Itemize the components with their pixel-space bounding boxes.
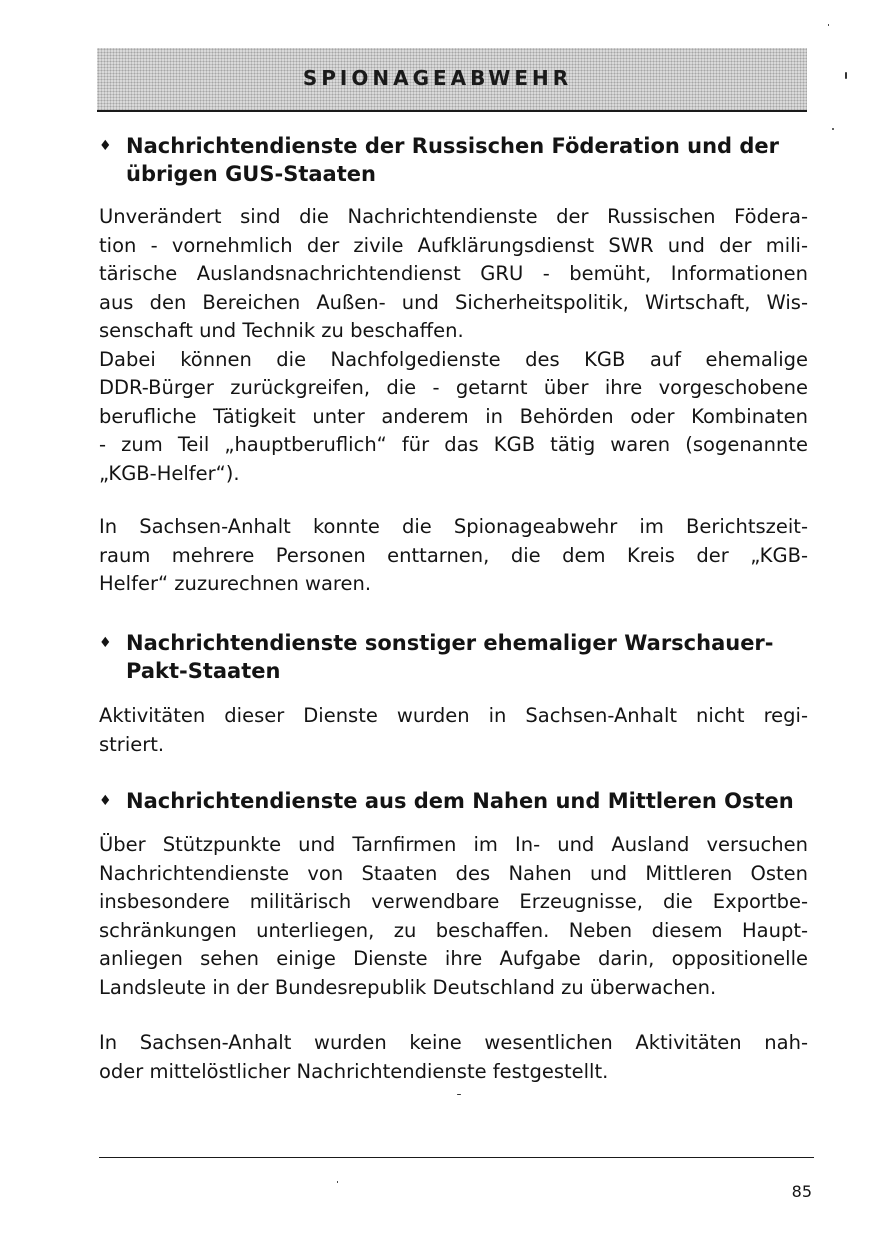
paragraph-warsaw-pact (99, 702, 808, 759)
section-heading-line: Nachrichtendienste der Russischen Föderation und der (126, 134, 780, 158)
scan-speck (828, 24, 829, 26)
paragraph-middle-east-saxony (99, 1029, 808, 1086)
text-line: striert. (99, 732, 165, 756)
paragraph-middle-east-services (99, 831, 808, 1002)
text-line: Über Stützpunkte und Tarnfirmen im In- und Ausland versuchen (99, 833, 808, 856)
page-number: 85 (791, 1182, 812, 1201)
scan-speck (337, 1181, 338, 1183)
section-heading-line: übrigen GUS-Staaten (126, 162, 376, 186)
page-title: SPIONAGEABWEHR (302, 66, 573, 90)
paragraph-kgb-helpers (99, 513, 808, 599)
text-line: Landsleute in der Bundesrepublik Deutschland zu überwachen. (99, 975, 717, 999)
text-line: In Sachsen-Anhalt konnte die Spionageabwehr im Berichtszeit- (99, 515, 808, 538)
text-line: Unverändert sind die Nachrichtendienste der Russischen Födera- (99, 205, 808, 228)
text-line: schränkungen unterliegen, zu beschaffen. Neben diesem Haupt- (99, 918, 808, 942)
text-line: Aktivitäten dieser Dienste wurden in Sachsen-Anhalt nicht regi- (99, 704, 808, 727)
diamond-bullet-icon: ♦ (99, 138, 112, 154)
scan-speck (832, 128, 834, 130)
section-heading-line: Pakt-Staaten (126, 659, 281, 683)
section-heading-line: Nachrichtendienste aus dem Nahen und Mittleren Osten (126, 789, 794, 813)
footer-divider (99, 1157, 814, 1158)
section-heading-warsaw-pact (99, 629, 799, 685)
text-line: „KGB-Helfer“). (99, 461, 240, 485)
text-line: aus den Bereichen Außen- und Sicherheitspolitik, Wirtschaft, Wis- (99, 290, 808, 314)
scan-speck (457, 1094, 461, 1095)
text-line: Dabei können die Nachfolgedienste des KGB auf ehemalige (99, 347, 808, 371)
text-line: insbesondere militärisch verwendbare Erzeugnisse, die Exportbe- (99, 890, 808, 913)
text-line: berufliche Tätigkeit unter anderem in Behörden oder Kombinaten (99, 404, 808, 428)
section-heading-middle-east (99, 787, 799, 815)
section-heading-line: Nachrichtendienste sonstiger ehemaliger Warschauer- (126, 631, 774, 655)
text-line: Helfer“ zuzurechnen waren. (99, 572, 372, 595)
text-line: oder mittelöstlicher Nachrichtendienste festgestellt. (99, 1059, 609, 1083)
text-line: tion - vornehmlich der zivile Aufklärungsdienst SWR und der mili- (99, 233, 808, 257)
text-line: anliegen sehen einige Dienste ihre Aufgabe darin, oppositionelle (99, 947, 808, 970)
diamond-bullet-icon: ♦ (99, 635, 112, 651)
text-line: tärische Auslandsnachrichtendienst GRU - bemüht, Informationen (99, 262, 808, 285)
diamond-bullet-icon: ♦ (99, 793, 112, 809)
text-line: Nachrichtendienste von Staaten des Nahen und Mittleren Osten (99, 861, 808, 885)
text-line: raum mehrere Personen enttarnen, die dem Kreis der „KGB- (99, 543, 808, 567)
text-line: - zum Teil „hauptberuflich“ für das KGB tätig waren (sogenannte (99, 433, 808, 456)
text-line: senschaft und Technik zu beschaffen. (99, 319, 464, 342)
text-line: DDR-Bürger zurückgreifen, die - getarnt über ihre vorgeschobene (99, 376, 808, 399)
scan-speck (845, 72, 847, 79)
paragraph-russian-services (99, 203, 808, 488)
text-line: In Sachsen-Anhalt wurden keine wesentlichen Aktivitäten nah- (99, 1031, 808, 1054)
section-heading-russian-federation (99, 132, 799, 188)
